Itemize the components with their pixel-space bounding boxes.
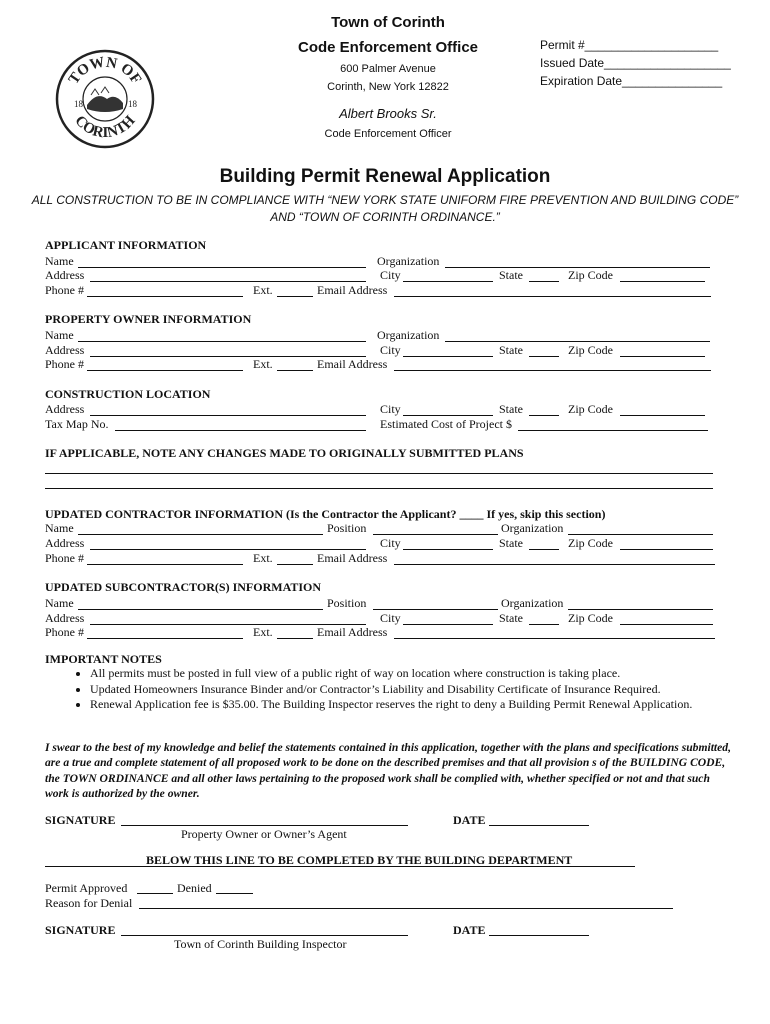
location-city-field[interactable] [403, 415, 493, 416]
contractor-name-label: Name [45, 521, 74, 535]
expiration-date-field[interactable]: Expiration Date_______________ [540, 74, 723, 88]
inspector-date-field[interactable] [489, 935, 589, 936]
location-heading: CONSTRUCTION LOCATION [45, 387, 211, 401]
applicant-city-label: City [380, 268, 401, 282]
department-divider: BELOW THIS LINE TO BE COMPLETED BY THE BUILDING DEPARTMENT [146, 853, 573, 867]
oath-statement: I swear to the best of my knowledge and belief the statements contained in this application, together with the plans and specifications submitted, are a true and complete statement of all proposed work to be done on the described premises and that all provision s of the BUILDING CODE, the TOWN ORDINANCE and all other laws pertaining to the proposed work shall be complied with, whether specified or not and that such work is authorized by the owner. [45, 741, 731, 800]
location-address-label: Address [45, 402, 85, 416]
applicant-state-field[interactable] [529, 281, 559, 282]
contractor-phone-field[interactable] [87, 564, 243, 565]
contractor-name-field[interactable] [78, 534, 323, 535]
tax-map-label: Tax Map No. [45, 417, 109, 431]
sub-city-label: City [380, 611, 401, 625]
permit-approved-field[interactable] [137, 893, 173, 894]
owner-signature-caption: Property Owner or Owner’s Agent [181, 827, 347, 841]
applicant-phone-label: Phone # [45, 283, 84, 297]
applicant-state-label: State [499, 268, 523, 282]
owner-address-label: Address [45, 343, 85, 357]
contractor-email-label: Email Address [317, 551, 388, 565]
contractor-org-field[interactable] [568, 534, 713, 535]
sub-position-field[interactable] [373, 609, 498, 610]
officer-name: Albert Brooks Sr. [339, 106, 437, 121]
applicant-name-label: Name [45, 254, 74, 268]
estimated-cost-field[interactable] [518, 430, 708, 431]
page-title: Building Permit Renewal Application [219, 166, 551, 187]
owner-phone-field[interactable] [87, 370, 243, 371]
permit-approved-label: Permit Approved [45, 881, 128, 895]
owner-org-field[interactable] [445, 341, 710, 342]
changes-heading: IF APPLICABLE, NOTE ANY CHANGES MADE TO ORIGINALLY SUBMITTED PLANS [45, 446, 524, 460]
location-zip-field[interactable] [620, 415, 705, 416]
denied-field[interactable] [216, 893, 253, 894]
owner-email-field[interactable] [394, 370, 711, 371]
sub-zip-label: Zip Code [568, 611, 613, 625]
applicant-address-field[interactable] [90, 281, 366, 282]
officer-title: Code Enforcement Officer [324, 128, 452, 140]
owner-date-field[interactable] [489, 825, 589, 826]
owner-email-label: Email Address [317, 357, 388, 371]
owner-signature-field[interactable] [121, 825, 408, 826]
issued-date-field[interactable]: Issued Date___________________ [540, 56, 731, 70]
contractor-ext-field[interactable] [277, 564, 313, 565]
applicant-email-label: Email Address [317, 283, 388, 297]
applicant-email-field[interactable] [394, 296, 711, 297]
owner-zip-field[interactable] [620, 356, 705, 357]
svg-text:TOWN OF: TOWN OF [65, 54, 145, 88]
town-name: Town of Corinth [331, 14, 445, 31]
owner-signature-label: SIGNATURE [45, 813, 116, 827]
owner-name-field[interactable] [78, 341, 366, 342]
sub-org-label: Organization [501, 596, 564, 610]
sub-ext-label: Ext. [253, 625, 273, 639]
owner-date-label: DATE [453, 813, 486, 827]
office-address-1: 600 Palmer Avenue [340, 63, 436, 75]
owner-zip-label: Zip Code [568, 343, 613, 357]
sub-state-label: State [499, 611, 523, 625]
applicant-phone-field[interactable] [87, 296, 243, 297]
estimated-cost-label: Estimated Cost of Project $ [380, 417, 512, 431]
sub-phone-field[interactable] [87, 638, 243, 639]
applicant-ext-label: Ext. [253, 283, 273, 297]
owner-phone-label: Phone # [45, 357, 84, 371]
note-item: • All permits must be posted in full view of a public right of way on location where construction is taking place. [90, 666, 730, 682]
inspector-date-label: DATE [453, 923, 486, 937]
contractor-email-field[interactable] [394, 564, 715, 565]
denial-reason-field[interactable] [139, 908, 673, 909]
denied-label: Denied [177, 881, 212, 895]
owner-name-label: Name [45, 328, 74, 342]
inspector-signature-field[interactable] [121, 935, 408, 936]
sub-address-label: Address [45, 611, 85, 625]
compliance-line-1: ALL CONSTRUCTION TO BE IN COMPLIANCE WITH “NEW YORK STATE UNIFORM FIRE PREVENTION AND BUILDING CODE” [31, 193, 739, 207]
sub-email-field[interactable] [394, 638, 715, 639]
location-state-field[interactable] [529, 415, 559, 416]
changes-line-1[interactable] [45, 473, 713, 474]
contractor-address-label: Address [45, 536, 85, 550]
applicant-address-label: Address [45, 268, 85, 282]
owner-ext-label: Ext. [253, 357, 273, 371]
contractor-heading: UPDATED CONTRACTOR INFORMATION (Is the Contractor the Applicant? ____ If yes, skip this section) [45, 507, 606, 521]
location-state-label: State [499, 402, 523, 416]
contractor-org-label: Organization [501, 521, 564, 535]
contractor-zip-label: Zip Code [568, 536, 613, 550]
contractor-phone-label: Phone # [45, 551, 84, 565]
contractor-address-field[interactable] [90, 549, 366, 550]
inspector-signature-caption: Town of Corinth Building Inspector [174, 937, 347, 951]
sub-email-label: Email Address [317, 625, 388, 639]
applicant-heading: APPLICANT INFORMATION [45, 238, 207, 252]
applicant-org-label: Organization [377, 254, 440, 268]
subcontractor-heading: UPDATED SUBCONTRACTOR(S) INFORMATION [45, 580, 322, 594]
notes-list [64, 666, 730, 713]
sub-org-field[interactable] [568, 609, 713, 610]
owner-state-label: State [499, 343, 523, 357]
applicant-zip-field[interactable] [620, 281, 705, 282]
denial-reason-label: Reason for Denial [45, 896, 133, 910]
applicant-city-field[interactable] [403, 281, 493, 282]
owner-state-field[interactable] [529, 356, 559, 357]
applicant-name-field[interactable] [78, 267, 366, 268]
contractor-city-label: City [380, 536, 401, 550]
changes-line-2[interactable] [45, 488, 713, 489]
applicant-ext-field[interactable] [277, 296, 313, 297]
sub-zip-field[interactable] [620, 624, 713, 625]
contractor-ext-label: Ext. [253, 551, 273, 565]
tax-map-field[interactable] [115, 430, 366, 431]
location-address-field[interactable] [90, 415, 366, 416]
contractor-state-field[interactable] [529, 549, 559, 550]
note-item: • Renewal Application fee is $35.00. The Building Inspector reserves the right to deny a Building Permit Renewal Application. [90, 697, 730, 713]
office-address-2: Corinth, New York 12822 [327, 81, 449, 93]
owner-org-label: Organization [377, 328, 440, 342]
contractor-position-label: Position [327, 521, 367, 535]
notes-heading: IMPORTANT NOTES [45, 652, 162, 666]
contractor-position-field[interactable] [373, 534, 498, 535]
owner-heading: PROPERTY OWNER INFORMATION [45, 312, 252, 326]
sub-name-field[interactable] [78, 609, 323, 610]
sub-ext-field[interactable] [277, 638, 313, 639]
contractor-city-field[interactable] [403, 549, 493, 550]
applicant-zip-label: Zip Code [568, 268, 613, 282]
owner-city-field[interactable] [403, 356, 493, 357]
inspector-signature-label: SIGNATURE [45, 923, 116, 937]
svg-text:18: 18 [128, 99, 137, 109]
location-city-label: City [380, 402, 401, 416]
compliance-line-2: AND “TOWN OF CORINTH ORDINANCE.” [270, 210, 500, 224]
owner-ext-field[interactable] [277, 370, 313, 371]
sub-state-field[interactable] [529, 624, 559, 625]
office-name: Code Enforcement Office [297, 39, 479, 56]
sub-position-label: Position [327, 596, 367, 610]
contractor-zip-field[interactable] [620, 549, 713, 550]
svg-text:CORINTH: CORINTH [71, 112, 139, 142]
sub-name-label: Name [45, 596, 74, 610]
sub-city-field[interactable] [403, 624, 493, 625]
permit-number-field[interactable]: Permit #____________________ [540, 38, 719, 52]
svg-text:18: 18 [74, 99, 83, 109]
contractor-state-label: State [499, 536, 523, 550]
owner-city-label: City [380, 343, 401, 357]
sub-phone-label: Phone # [45, 625, 84, 639]
town-seal [55, 49, 155, 149]
location-zip-label: Zip Code [568, 402, 613, 416]
note-item: • Updated Homeowners Insurance Binder and/or Contractor’s Liability and Disability Certificate of Insurance Required. [90, 682, 730, 698]
